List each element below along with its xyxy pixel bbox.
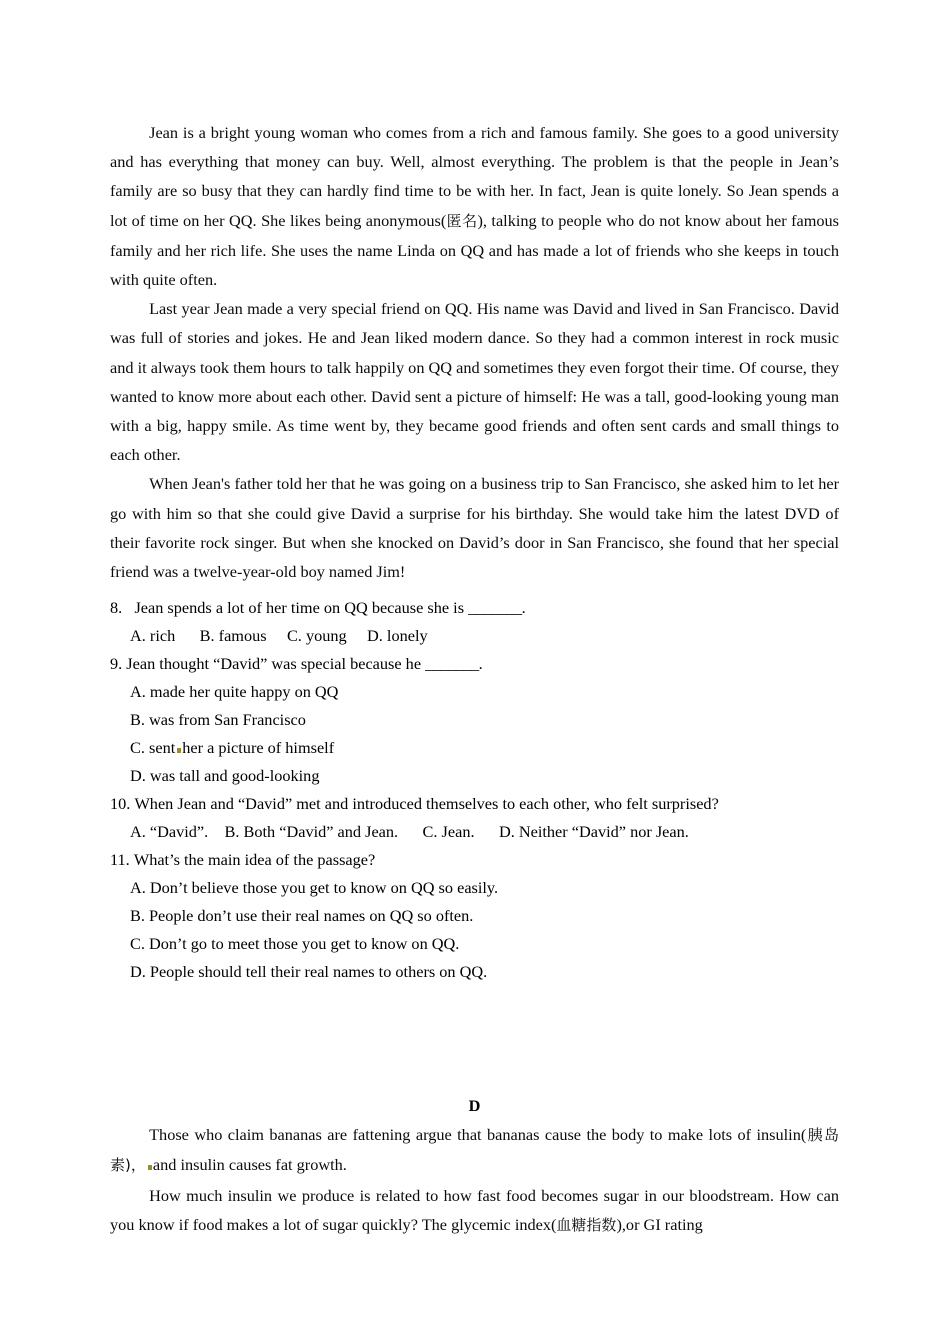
question-11-option-b[interactable]: B. People don’t use their real names on QQ so often. xyxy=(130,906,474,926)
question-8-blank[interactable]: _______ xyxy=(468,598,522,618)
passage-d-heading: D xyxy=(468,1096,481,1116)
question-8-terminator: . xyxy=(521,598,526,618)
question-11-option-d[interactable]: D. People should tell their real names to others on QQ. xyxy=(130,962,488,982)
question-8-option-c[interactable]: C. young xyxy=(286,626,347,646)
question-9-option-c-prefix: C. sent xyxy=(130,738,176,758)
question-9-option-a[interactable]: A. made her quite happy on QQ xyxy=(130,682,339,702)
question-9-option-d[interactable]: D. was tall and good-looking xyxy=(130,766,320,786)
question-9-option-b[interactable]: B. was from San Francisco xyxy=(130,710,306,730)
question-10-stem xyxy=(110,790,839,818)
scan-artifact-mark xyxy=(148,1165,152,1170)
question-8-option-b[interactable]: B. famous xyxy=(199,626,267,646)
question-11-option-c[interactable]: C. Don’t go to meet those you get to know on QQ. xyxy=(130,934,460,954)
question-9-blank[interactable]: _______ xyxy=(425,654,479,674)
question-11-number: 11. xyxy=(110,850,130,870)
chinese-gloss-glycemic-index: 血糖指数 xyxy=(556,1215,617,1234)
question-9-option-c-suffix: her a picture of himself xyxy=(182,738,335,758)
passage-d-p2-before-gloss: How much insulin we produce is related to how fast food becomes sugar in our bloodstream. How can you know if food makes a lot of sugar quickly? The glycemic index( xyxy=(110,1185,839,1234)
question-9-terminator: . xyxy=(478,654,483,674)
passage-c-paragraph-1 xyxy=(110,118,839,294)
question-9-option-c[interactable] xyxy=(110,734,839,762)
question-10-options xyxy=(110,818,839,846)
paragraph-1-text-before-gloss: Jean is a bright young woman who comes from a rich and famous family. She goes to a good university and has everything that money can buy. Well, almost everything. The problem is that the people in Jean’s family are so busy that they can hardly find time to be with her. In fact, Jean is quite lonely. So Jean spends a lot of time on her QQ. She likes being anonymous( xyxy=(110,123,839,230)
question-11-option-a[interactable]: A. Don’t believe those you get to know on QQ so easily. xyxy=(130,878,499,898)
question-8-text: Jean spends a lot of her time on QQ because she is xyxy=(134,598,465,618)
question-8-option-d[interactable]: D. lonely xyxy=(367,626,428,646)
paragraph-1-text-after-gloss: ), talking to people who do not know about her famous family and her rich life. She uses the name Linda on QQ and has made a lot of friends who she keeps in touch with quite often. xyxy=(110,210,840,290)
question-8-stem xyxy=(110,594,839,622)
question-9-stem xyxy=(110,650,839,678)
question-10-option-a[interactable]: A. “David”. xyxy=(130,822,209,842)
question-9 xyxy=(110,650,839,790)
passage-d-p1-punct: )， xyxy=(125,1156,146,1175)
scan-artifact-mark xyxy=(177,748,181,753)
passage-d-p1-before-gloss: Those who claim bananas are fattening argue that bananas cause the body to make lots of insulin( xyxy=(149,1125,807,1145)
question-11 xyxy=(110,846,839,986)
passage-d-p1-after-gloss: and insulin causes fat growth. xyxy=(152,1155,347,1175)
chinese-gloss-anonymous: 匿名 xyxy=(446,211,478,230)
question-8-number: 8. xyxy=(110,598,123,618)
question-10 xyxy=(110,790,839,846)
question-8-option-a[interactable]: A. rich xyxy=(130,626,176,646)
question-11-stem xyxy=(110,846,839,874)
question-11-text: What’s the main idea of the passage? xyxy=(133,850,376,870)
passage-d-paragraph-2 xyxy=(110,1181,839,1240)
spacer xyxy=(110,1066,839,1092)
question-8 xyxy=(110,594,839,650)
question-10-option-b[interactable]: B. Both “David” and Jean. xyxy=(224,822,399,842)
passage-c-paragraph-3: When Jean's father told her that he was going on a business trip to San Francisco, she asked him to let her go with him so that she could give David a surprise for his birthday. She would take him the latest DVD of their favorite rock singer. But when she knocked on David’s door in San Francisco, she found that her special friend was a twelve-year-old boy named Jim! xyxy=(110,474,839,582)
document-content xyxy=(110,118,839,1240)
question-10-option-c[interactable]: C. Jean. xyxy=(422,822,475,842)
question-9-text: Jean thought “David” was special because he xyxy=(126,654,422,674)
passage-c-paragraph-2: Last year Jean made a very special friend on QQ. His name was David and lived in San Francisco. David was full of stories and jokes. He and Jean liked modern dance. So they had a common interest in rock music and it always took them hours to talk happily on QQ and sometimes they even forgot their time. Of course, they wanted to know more about each other. David sent a picture of himself: He was a tall, good-looking young man with a big, happy smile. As time went by, they became good friends and often sent cards and small things to each other. xyxy=(110,299,839,465)
question-8-options xyxy=(110,622,839,650)
question-9-number: 9. xyxy=(110,654,123,674)
spacer xyxy=(110,586,839,594)
passage-d-p2-after-gloss: ),or GI rating xyxy=(616,1214,703,1234)
question-10-option-d[interactable]: D. Neither “David” nor Jean. xyxy=(498,822,689,842)
question-10-number: 10. xyxy=(110,794,131,814)
spacer xyxy=(110,986,839,1066)
passage-d-paragraph-1 xyxy=(110,1120,839,1180)
question-10-text: When Jean and “David” met and introduced themselves to each other, who felt surprised? xyxy=(134,794,719,814)
chinese-gloss-insulin: 胰岛素 xyxy=(110,1126,839,1175)
